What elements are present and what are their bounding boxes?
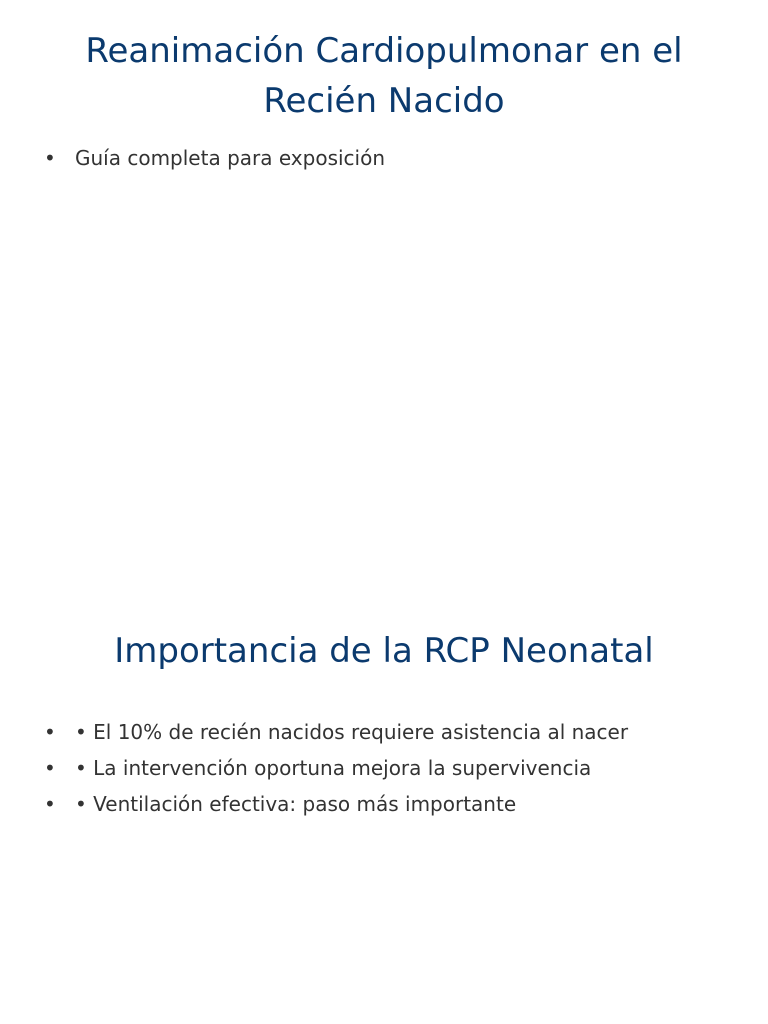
bullet-list: [44, 714, 628, 822]
bullet-item: [44, 750, 628, 786]
slide-2: [0, 512, 768, 1024]
bullet-icon: •: [44, 792, 56, 816]
bullet-text: • El 10% de recién nacidos requiere asistencia al nacer: [75, 720, 629, 744]
bullet-icon: •: [44, 146, 56, 170]
bullet-text: Guía completa para exposición: [75, 146, 386, 170]
bullet-text: • La intervención oportuna mejora la supervivencia: [75, 756, 592, 780]
bullet-icon: •: [44, 756, 56, 780]
slide-title: Importancia de la RCP Neonatal: [114, 631, 654, 671]
slide-title: Reanimación Cardiopulmonar en el Recién Nacido: [85, 31, 683, 121]
bullet-item: [44, 786, 628, 822]
bullet-list: [44, 140, 385, 176]
bullet-item: [44, 140, 385, 176]
bullet-text: • Ventilación efectiva: paso más importante: [75, 792, 517, 816]
bullet-item: [44, 714, 628, 750]
bullet-icon: •: [44, 720, 56, 744]
